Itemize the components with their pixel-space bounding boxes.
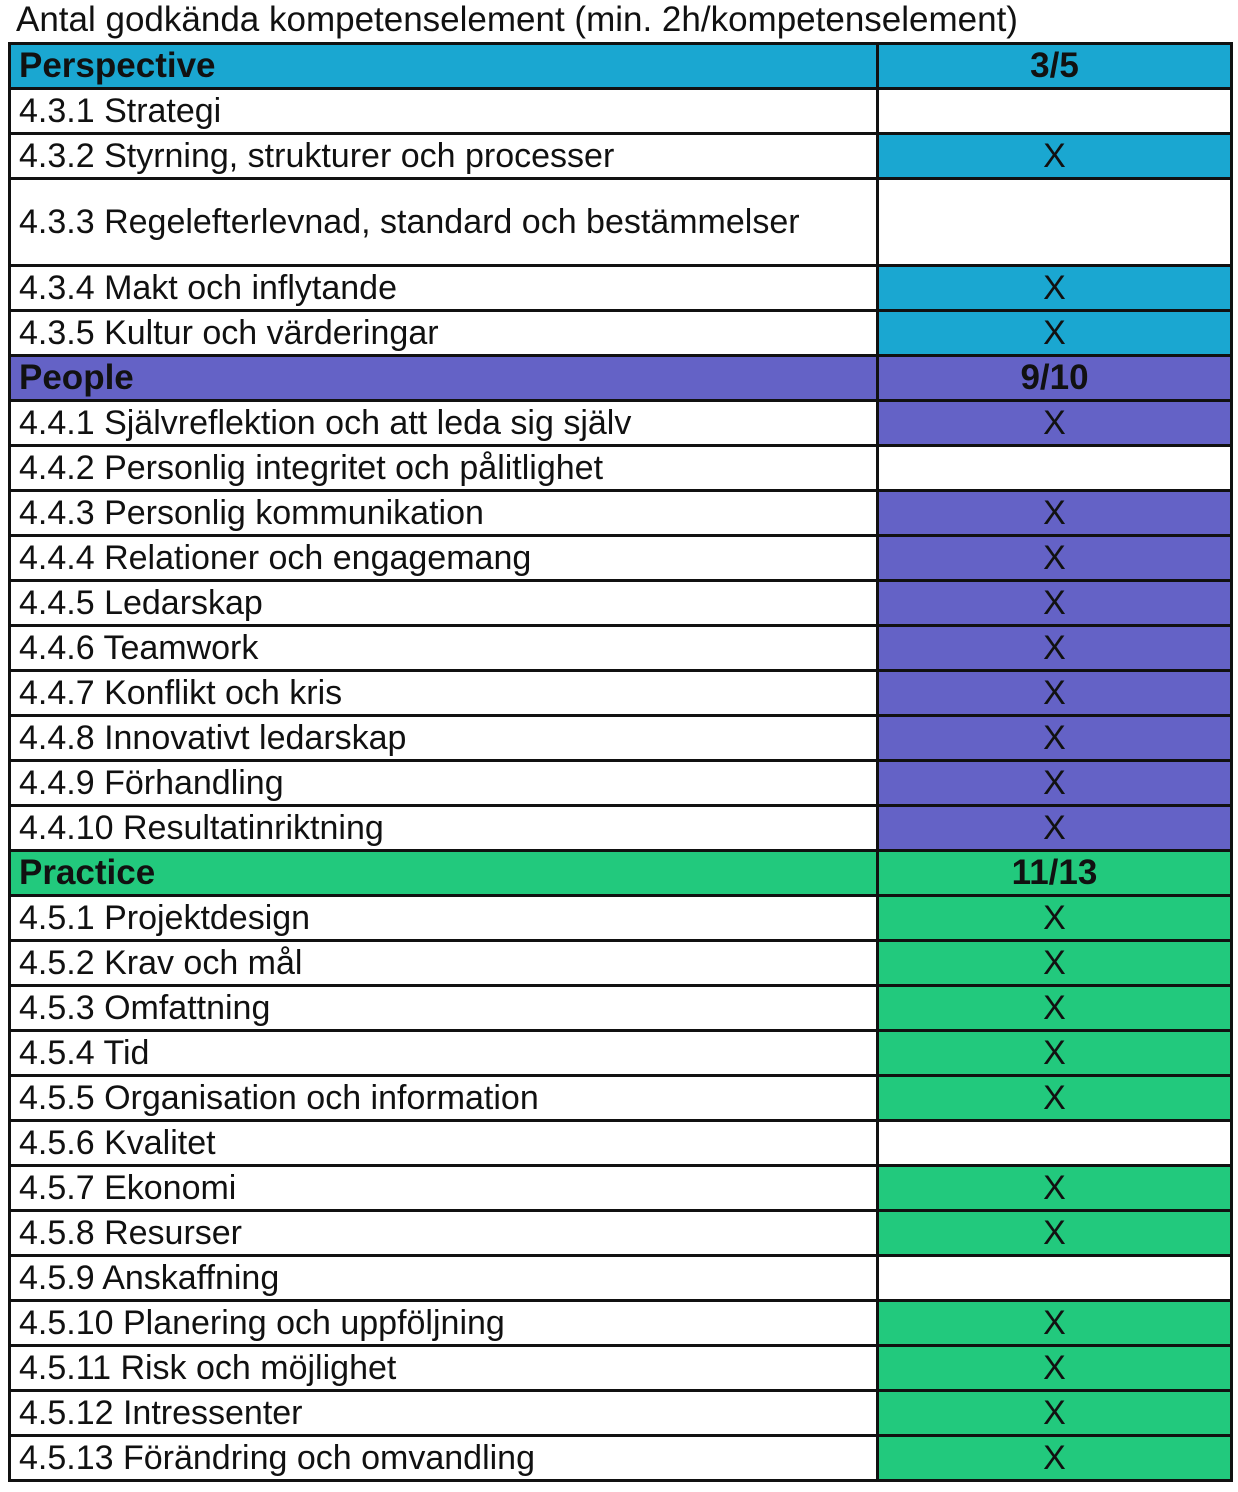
table-row: [10, 1166, 1232, 1211]
section-header-practice: [10, 851, 1232, 896]
competence-label: 4.5.9 Anskaffning: [10, 1256, 878, 1301]
table-row: [10, 179, 1232, 266]
table-row: [10, 1346, 1232, 1391]
approval-mark: X: [878, 1301, 1232, 1346]
approval-mark: X: [878, 581, 1232, 626]
competence-label: 4.3.5 Kultur och värderingar: [10, 311, 878, 356]
table-row: [10, 1436, 1232, 1481]
section-title: People: [10, 356, 878, 401]
approval-mark: X: [878, 311, 1232, 356]
competence-label: 4.5.7 Ekonomi: [10, 1166, 878, 1211]
competence-label: 4.5.4 Tid: [10, 1031, 878, 1076]
table-row: [10, 446, 1232, 491]
table-row: [10, 806, 1232, 851]
competence-label: 4.5.11 Risk och möjlighet: [10, 1346, 878, 1391]
competence-table: [8, 42, 1233, 1482]
competence-label: 4.3.2 Styrning, strukturer och processer: [10, 134, 878, 179]
competence-label: 4.5.10 Planering och uppföljning: [10, 1301, 878, 1346]
section-score: 9/10: [878, 356, 1232, 401]
competence-label: 4.3.1 Strategi: [10, 89, 878, 134]
competence-label: 4.5.8 Resurser: [10, 1211, 878, 1256]
approval-mark: X: [878, 941, 1232, 986]
competence-label: 4.4.9 Förhandling: [10, 761, 878, 806]
table-caption: Antal godkända kompetenselement (min. 2h/kompetenselement): [16, 0, 1018, 39]
approval-mark: X: [878, 401, 1232, 446]
table-row: [10, 536, 1232, 581]
competence-label: 4.4.3 Personlig kommunikation: [10, 491, 878, 536]
table-row: [10, 1121, 1232, 1166]
table-row: [10, 626, 1232, 671]
competence-label: 4.5.2 Krav och mål: [10, 941, 878, 986]
section-score: 3/5: [878, 44, 1232, 89]
competence-label: 4.5.13 Förändring och omvandling: [10, 1436, 878, 1481]
section-title: Practice: [10, 851, 878, 896]
approval-mark: X: [878, 986, 1232, 1031]
approval-mark: [878, 1256, 1232, 1301]
table-row: [10, 266, 1232, 311]
approval-mark: X: [878, 266, 1232, 311]
approval-mark: X: [878, 134, 1232, 179]
approval-mark: X: [878, 1436, 1232, 1481]
table-row: [10, 896, 1232, 941]
table-row: [10, 581, 1232, 626]
approval-mark: X: [878, 716, 1232, 761]
table-row: [10, 761, 1232, 806]
competence-label: 4.5.1 Projektdesign: [10, 896, 878, 941]
table-row: [10, 1076, 1232, 1121]
table-row: [10, 1391, 1232, 1436]
competence-label: 4.4.6 Teamwork: [10, 626, 878, 671]
competence-label: 4.4.4 Relationer och engagemang: [10, 536, 878, 581]
approval-mark: X: [878, 1031, 1232, 1076]
table-row: [10, 1256, 1232, 1301]
table-row: [10, 134, 1232, 179]
approval-mark: X: [878, 536, 1232, 581]
approval-mark: X: [878, 1391, 1232, 1436]
competence-label: 4.4.2 Personlig integritet och pålitlighet: [10, 446, 878, 491]
table-row: [10, 311, 1232, 356]
approval-mark: X: [878, 491, 1232, 536]
table-row: [10, 1031, 1232, 1076]
approval-mark: X: [878, 1346, 1232, 1391]
section-title: Perspective: [10, 44, 878, 89]
table-row: [10, 401, 1232, 446]
approval-mark: X: [878, 671, 1232, 716]
table-row: [10, 986, 1232, 1031]
approval-mark: [878, 1121, 1232, 1166]
approval-mark: X: [878, 1166, 1232, 1211]
competence-label: 4.4.10 Resultatinriktning: [10, 806, 878, 851]
competence-label: 4.4.1 Självreflektion och att leda sig själv: [10, 401, 878, 446]
competence-label: 4.5.5 Organisation och information: [10, 1076, 878, 1121]
competence-label: 4.4.5 Ledarskap: [10, 581, 878, 626]
section-score: 11/13: [878, 851, 1232, 896]
approval-mark: X: [878, 806, 1232, 851]
competence-label: 4.4.7 Konflikt och kris: [10, 671, 878, 716]
competence-label: 4.4.8 Innovativt ledarskap: [10, 716, 878, 761]
approval-mark: [878, 179, 1232, 266]
section-header-people: [10, 356, 1232, 401]
approval-mark: X: [878, 896, 1232, 941]
section-header-perspective: [10, 44, 1232, 89]
table-row: [10, 716, 1232, 761]
competence-label: 4.5.3 Omfattning: [10, 986, 878, 1031]
competence-label: 4.3.3 Regelefterlevnad, standard och bestämmelser: [10, 179, 878, 266]
approval-mark: X: [878, 761, 1232, 806]
approval-mark: X: [878, 1211, 1232, 1256]
table-row: [10, 491, 1232, 536]
table-row: [10, 671, 1232, 716]
approval-mark: [878, 89, 1232, 134]
competence-label: 4.3.4 Makt och inflytande: [10, 266, 878, 311]
approval-mark: X: [878, 1076, 1232, 1121]
table-row: [10, 1301, 1232, 1346]
competence-label: 4.5.6 Kvalitet: [10, 1121, 878, 1166]
approval-mark: X: [878, 626, 1232, 671]
table-row: [10, 941, 1232, 986]
table-row: [10, 89, 1232, 134]
competence-label: 4.5.12 Intressenter: [10, 1391, 878, 1436]
approval-mark: [878, 446, 1232, 491]
table-row: [10, 1211, 1232, 1256]
